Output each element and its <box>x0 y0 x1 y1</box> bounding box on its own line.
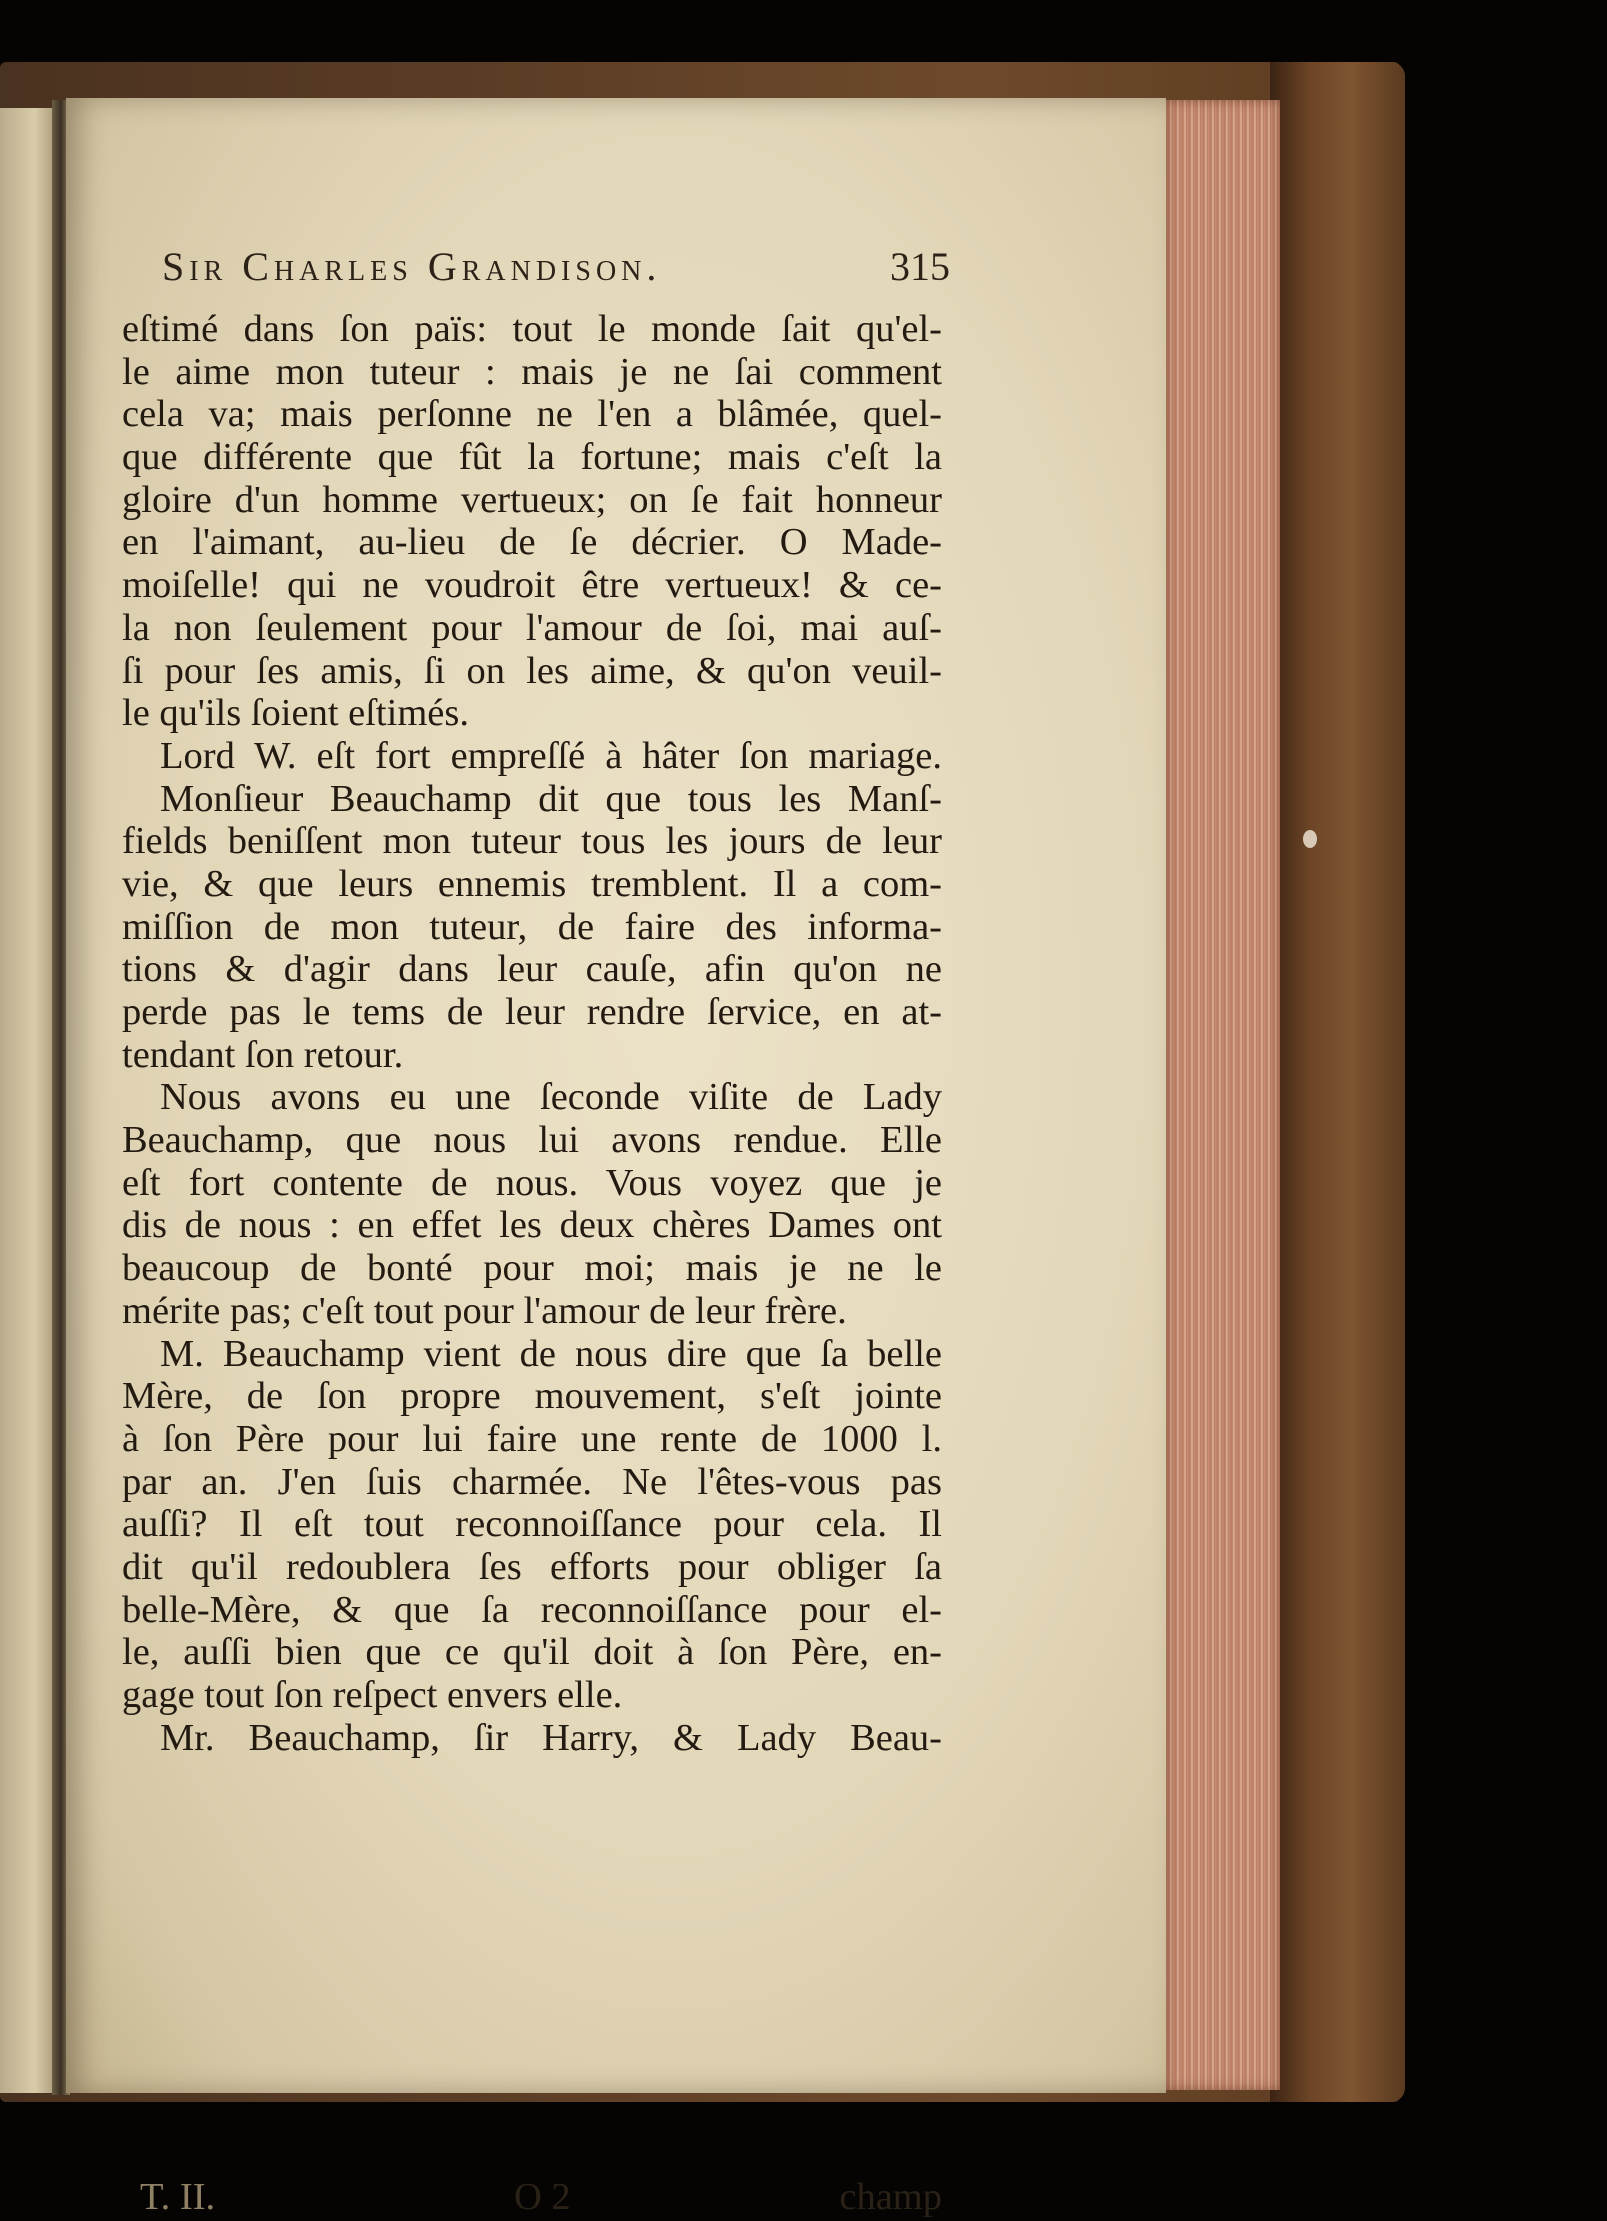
text-line: tions & d'agir dans leur cauſe, afin qu'on ne <box>122 948 942 991</box>
text-line: Nous avons eu une ſeconde viſite de Lady <box>160 1076 942 1119</box>
page-fore-edge <box>1166 100 1280 2090</box>
text-line: belle-Mère, & que ſa reconnoiſſance pour el- <box>122 1588 942 1631</box>
text-line: la non ſeulement pour l'amour de ſoi, mai auſ- <box>122 606 942 649</box>
text-line: Mr. Beauchamp, ſir Harry, & Lady Beau- <box>160 1716 942 1759</box>
text-line: auſſi? Il eſt tout reconnoiſſance pour cela. Il <box>122 1503 942 1546</box>
page-footer <box>122 2175 942 2221</box>
signature-mark: O 2 <box>514 2176 571 2218</box>
text-line: miſſion de mon tuteur, de faire des informa- <box>122 905 942 948</box>
text-line: eſtimé dans ſon païs: tout le monde ſait qu'el- <box>122 308 942 350</box>
catchword: champ <box>839 2176 942 2218</box>
cover-board <box>1270 62 1405 2102</box>
text-line: Mère, de ſon propre mouvement, s'eſt jointe <box>122 1375 942 1418</box>
text-line: le aime mon tuteur : mais je ne ſai comment <box>122 350 942 393</box>
text-line: tendant ſon retour. <box>122 1033 404 1076</box>
text-line: mérite pas; c'eſt tout pour l'amour de leur frère. <box>122 1289 847 1332</box>
text-line: à ſon Père pour lui faire une rente de 1000 l. <box>122 1417 942 1460</box>
text-line: cela va; mais perſonne ne l'en a blâmée, quel- <box>122 393 942 436</box>
text-line: gage tout ſon reſpect envers elle. <box>122 1674 623 1716</box>
text-line: beaucoup de bonté pour moi; mais je ne le <box>122 1247 942 1290</box>
text-line: Monſieur Beauchamp dit que tous les Manſ- <box>160 777 942 820</box>
volume-mark: T. II. <box>140 2176 216 2218</box>
text-line: dis de nous : en effet les deux chères Dames ont <box>122 1204 942 1247</box>
page-number: 315 <box>890 244 950 289</box>
text-line: le qu'ils ſoient eſtimés. <box>122 692 469 735</box>
text-line: fields beniſſent mon tuteur tous les jours de leur <box>122 820 942 863</box>
text-line: vie, & que leurs ennemis tremblent. Il a com- <box>122 862 942 905</box>
text-line: gloire d'un homme vertueux; on ſe fait honneur <box>122 478 942 521</box>
running-head: Sir Charles Grandison. <box>162 244 662 289</box>
body-text <box>122 308 942 1759</box>
text-line: dit qu'il redoublera ſes efforts pour obliger ſa <box>122 1545 942 1588</box>
text-line: le, auſſi bien que ce qu'il doit à ſon Père, en- <box>122 1631 942 1674</box>
facing-page-edge <box>0 108 58 2093</box>
page-header <box>162 243 950 293</box>
text-line: M. Beauchamp vient de nous dire que ſa belle <box>160 1332 942 1375</box>
text-line: Beauchamp, que nous lui avons rendue. Elle <box>122 1119 942 1162</box>
text-line: que différente que fût la fortune; mais c'eſt la <box>122 436 942 479</box>
text-line: moiſelle! qui ne voudroit être vertueux! & ce- <box>122 564 942 607</box>
text-line: Lord W. eſt fort empreſſé à hâter ſon mariage. <box>160 734 942 777</box>
text-line: eſt fort contente de nous. Vous voyez que je <box>122 1161 942 1204</box>
cover-mark <box>1303 830 1317 848</box>
text-line: ſi pour ſes amis, ſi on les aime, & qu'on veuil- <box>122 649 942 692</box>
text-line: perde pas le tems de leur rendre ſervice, en at- <box>122 991 942 1033</box>
text-line: en l'aimant, au-lieu de ſe décrier. O Made- <box>122 521 942 564</box>
text-line: par an. J'en ſuis charmée. Ne l'êtes-vous pas <box>122 1460 942 1503</box>
